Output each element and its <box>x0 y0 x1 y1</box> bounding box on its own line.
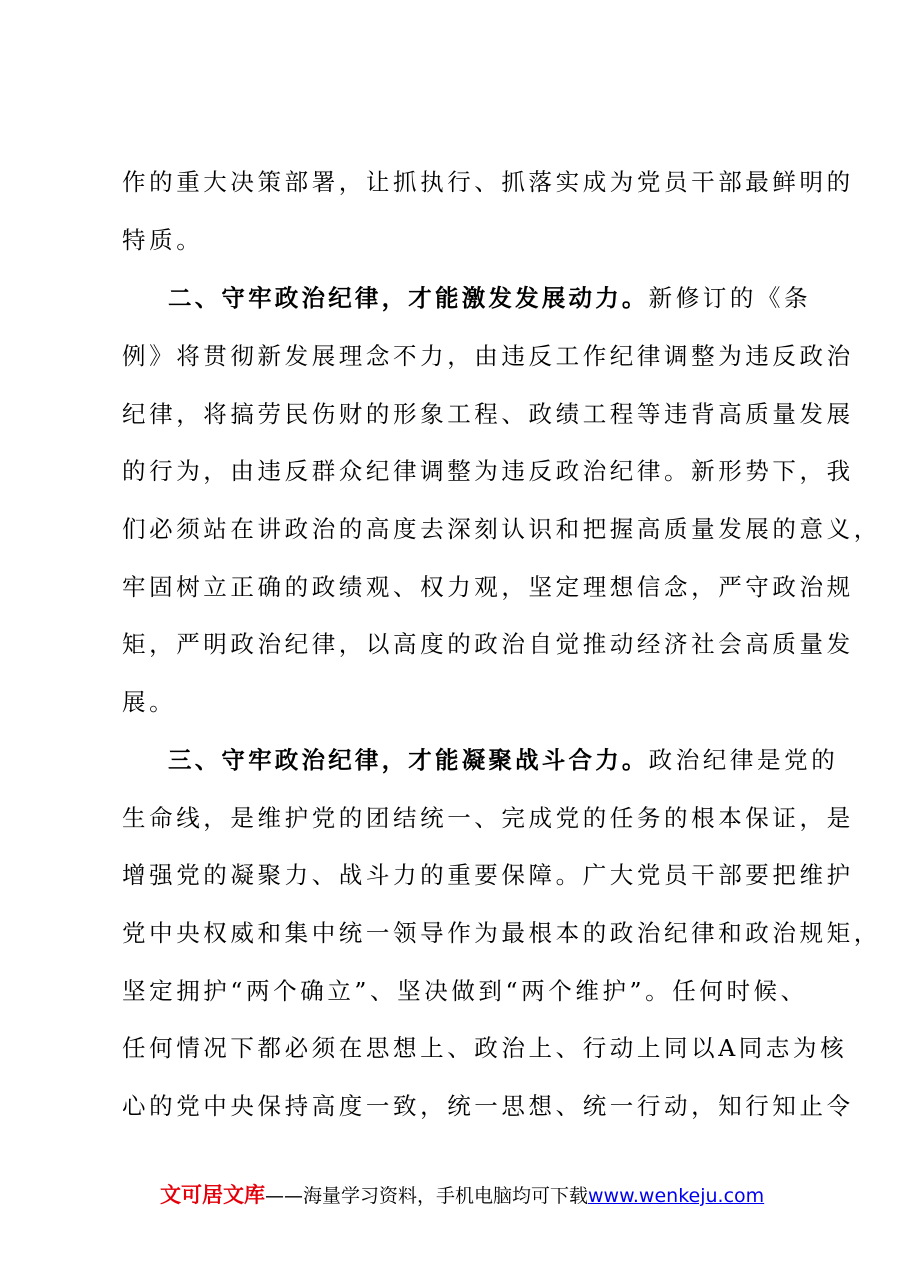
section-heading: 二、守牢政治纪律，才能激发发展动力。 <box>168 284 649 312</box>
paragraph-text: 政治纪律是党的 <box>648 746 839 774</box>
page-footer <box>160 1182 764 1209</box>
paragraph-line: 任何情况下都必须在思想上、政治上、行动上同以A同志为核 <box>122 1034 848 1062</box>
paragraph-line: 展。 <box>122 688 177 716</box>
paragraph-first-line <box>168 745 838 775</box>
paragraph-line: 矩，严明政治纪律，以高度的政治自觉推动经济社会高质量发 <box>122 630 854 658</box>
footer-brand: 文可居文库 <box>160 1183 265 1207</box>
paragraph-line: 心的党中央保持高度一致，统一思想、统一行动，知行知止令 <box>122 1092 854 1120</box>
paragraph-line: 牢固树立正确的政绩观、权力观，坚定理想信念，严守政治规 <box>122 573 854 601</box>
paragraph-line: 纪律，将搞劳民伤财的形象工程、政绩工程等违背高质量发展 <box>122 400 854 428</box>
footer-link[interactable]: www.wenkeju.com <box>588 1185 765 1207</box>
paragraph-line: 生命线，是维护党的团结统一、完成党的任务的根本保证，是 <box>122 804 854 832</box>
paragraph-line: 例》将贯彻新发展理念不力，由违反工作纪律调整为违反政治 <box>122 342 854 370</box>
paragraph-first-line <box>168 283 811 313</box>
paragraph-line: 们必须站在讲政治的高度去深刻认识和把握高质量发展的意义， <box>122 515 881 543</box>
footer-tagline: ——海量学习资料，手机电脑均可下载 <box>265 1185 589 1207</box>
paragraph-line: 党中央权威和集中统一领导作为最根本的政治纪律和政治规矩， <box>122 919 881 947</box>
paragraph-line: 特质。 <box>122 226 204 254</box>
paragraph-line: 作的重大决策部署，让抓执行、抓落实成为党员干部最鲜明的 <box>122 168 854 196</box>
paragraph-text: 新修订的《条 <box>648 284 812 312</box>
section-heading: 三、守牢政治纪律，才能凝聚战斗合力。 <box>168 746 649 774</box>
paragraph-line: 的行为，由违反群众纪律调整为违反政治纪律。新形势下，我 <box>122 457 854 485</box>
paragraph-line: 增强党的凝聚力、战斗力的重要保障。广大党员干部要把维护 <box>122 861 854 889</box>
paragraph-line: 坚定拥护“两个确立”、坚决做到“两个维护”。任何时候、 <box>122 977 808 1005</box>
